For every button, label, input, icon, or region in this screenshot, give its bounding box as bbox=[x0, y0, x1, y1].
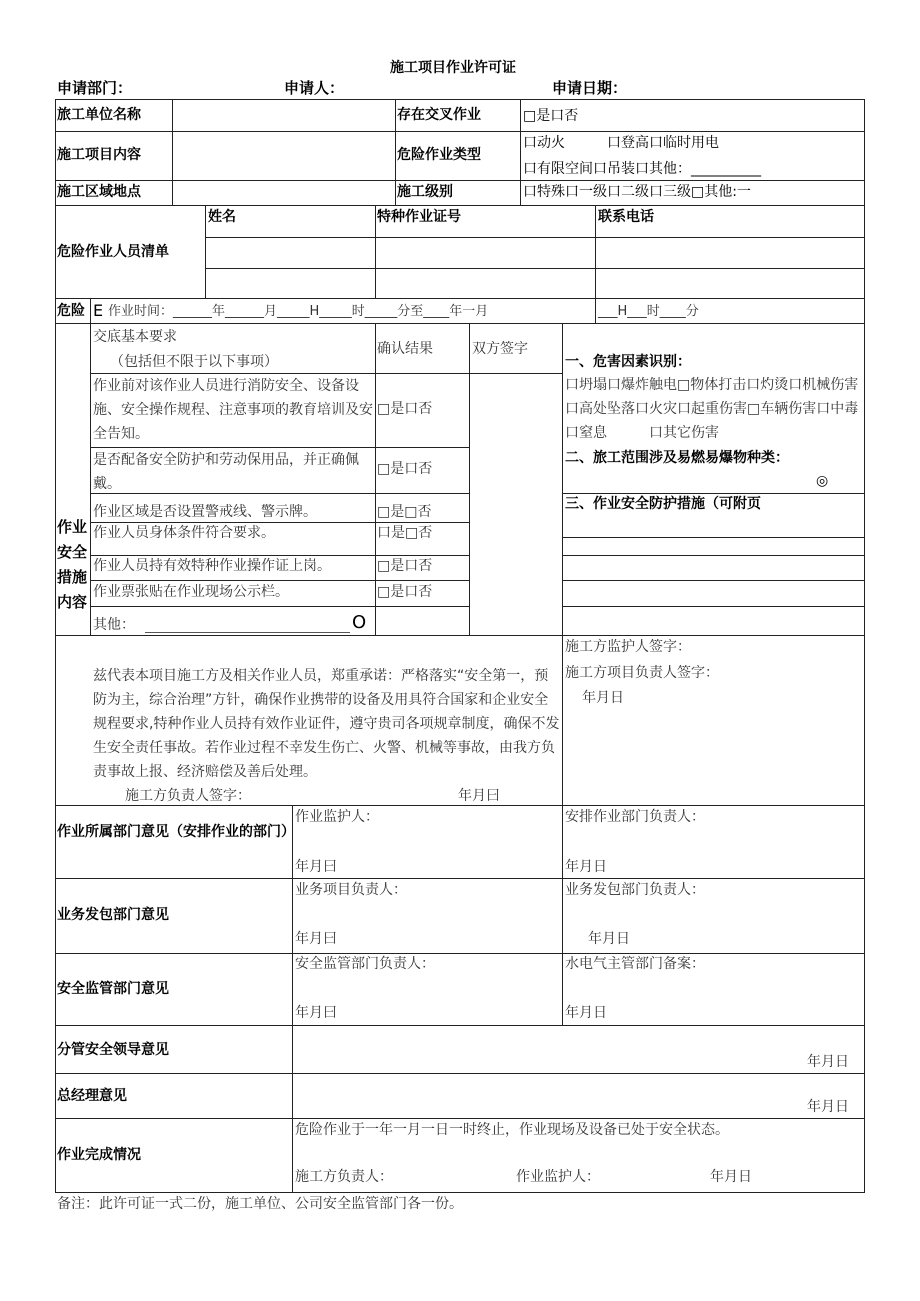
opinion-right-date: 年月日 bbox=[588, 931, 630, 947]
item-text: 作业人员身体条件符合要求。 bbox=[93, 525, 275, 541]
danger-options-2[interactable]: 口有限空间口吊装口其他：__________ bbox=[523, 161, 761, 177]
monitor-sign[interactable]: 施工方监护人签字： bbox=[565, 639, 691, 655]
opinion-mid-date: 年月曰 bbox=[295, 931, 337, 947]
content-label: 施工项目内容 bbox=[57, 147, 141, 163]
time-field-start[interactable]: 作业时间：______年______月_____H_____时_____分至____年一月 bbox=[108, 304, 489, 319]
level-options[interactable]: 口特殊口一级口二级口三级□其他:一 bbox=[523, 184, 751, 200]
opinion-mid[interactable]: 业务项目负责人： bbox=[295, 882, 407, 898]
time-field-end[interactable]: ___H___时____分 bbox=[598, 304, 699, 319]
table-cell bbox=[562, 635, 865, 806]
confirm-header: 确认结果 bbox=[377, 341, 433, 357]
hazard-options[interactable]: 口坍塌口爆炸触电□物体打击口灼烫口机械伤害口高处坠落口火灾口起重伤害□车辆伤害口中毒口窒息 口其它伤害 bbox=[565, 377, 859, 441]
hazard-title: 一、危害因素识别： bbox=[565, 354, 691, 370]
item-result[interactable]: □是□否 bbox=[377, 504, 432, 520]
req-header: 交底基本要求 bbox=[93, 329, 177, 345]
signature-cell[interactable] bbox=[469, 373, 563, 636]
flammable-mark: ◎ bbox=[816, 473, 829, 489]
leader-label: 分管安全领导意见 bbox=[57, 1042, 169, 1058]
col-name: 姓名 bbox=[208, 209, 236, 225]
item-text: 作业人员持有效特种作业操作证上岗。 bbox=[93, 558, 331, 574]
time-prefix: E bbox=[93, 301, 104, 320]
applicant-label: 申请人： bbox=[284, 79, 345, 97]
other-label: 其他： bbox=[93, 617, 135, 633]
item-text: 作业区域是否设置警戒线、警示牌。 bbox=[93, 504, 317, 520]
item-result[interactable]: □是口否 bbox=[377, 584, 433, 600]
item-result[interactable]: □是口否 bbox=[377, 558, 433, 574]
table-cell bbox=[562, 537, 865, 556]
opinion-mid-date: 年月曰 bbox=[295, 859, 337, 875]
completion-monitor[interactable]: 作业监护人： bbox=[516, 1169, 600, 1185]
cert-cell[interactable] bbox=[375, 268, 596, 299]
item-text: 是否配备安全防护和劳动保用品，并正确佩戴。 bbox=[93, 452, 359, 492]
table-cell bbox=[375, 606, 470, 636]
leader-opinion-field[interactable] bbox=[292, 1025, 865, 1074]
pm-date: 年月日 bbox=[582, 690, 624, 706]
gm-opinion-field[interactable] bbox=[292, 1073, 865, 1119]
opinion-right[interactable]: 安排作业部门负责人： bbox=[565, 809, 705, 825]
dept-label: 申请部门： bbox=[57, 79, 133, 97]
safety-label: 作业安全措施内容 bbox=[57, 518, 88, 611]
item-result[interactable]: 口是□否 bbox=[377, 525, 433, 541]
area-field[interactable] bbox=[172, 180, 396, 206]
personnel-label: 危险作业人员清单 bbox=[57, 244, 169, 260]
gm-date: 年月日 bbox=[807, 1099, 849, 1115]
col-cert: 特种作业证号 bbox=[377, 209, 461, 225]
unit-field[interactable] bbox=[172, 99, 396, 132]
commitment-sign[interactable]: 施工方负责人签字： bbox=[125, 788, 251, 804]
danger-type-label: 危险作业类型 bbox=[397, 147, 481, 163]
content-field[interactable] bbox=[172, 131, 396, 181]
cert-cell[interactable] bbox=[375, 237, 596, 269]
footnote: 备注：此许可证一式二份，施工单位、公司安全监管部门各一份。 bbox=[57, 1196, 463, 1212]
date-label: 申请日期： bbox=[552, 79, 628, 97]
name-cell[interactable] bbox=[205, 268, 376, 299]
item-text: 作业前对该作业人员进行消防安全、设备设施、安全操作规程、注意事项的教育培训及安全告知。 bbox=[93, 378, 373, 442]
item-result[interactable]: □是口否 bbox=[377, 401, 433, 417]
opinion-label: 安全监管部门意见 bbox=[57, 981, 169, 997]
opinion-mid[interactable]: 作业监护人： bbox=[295, 809, 379, 825]
opinion-right[interactable]: 水电气主管部门备案： bbox=[565, 956, 705, 972]
page-title: 施工项目作业许可证 bbox=[390, 60, 516, 76]
phone-cell[interactable] bbox=[595, 237, 865, 269]
danger-options-1[interactable]: 口动火 口登高口临时用电 bbox=[523, 135, 719, 151]
opinion-mid[interactable]: 安全监管部门负责人： bbox=[295, 956, 435, 972]
phone-cell[interactable] bbox=[595, 268, 865, 299]
name-cell[interactable] bbox=[205, 237, 376, 269]
opinion-right-date: 年月日 bbox=[565, 859, 607, 875]
table-cell bbox=[562, 580, 865, 607]
cross-options[interactable]: □是口否 bbox=[523, 108, 579, 124]
completion-date: 年月日 bbox=[710, 1169, 752, 1185]
opinion-mid-date: 年月曰 bbox=[295, 1005, 337, 1021]
completion-text: 危险作业于一年一月一日一时终止，作业现场及设备已处于安全状态。 bbox=[295, 1122, 729, 1138]
gm-label: 总经理意见 bbox=[57, 1088, 127, 1104]
commitment-text: 兹代表本项目施工方及相关作业人员，郑重承诺：严格落实“安全第一，预防为主，综合治理”方针，确保作业携带的设备及用具符合国家和企业安全规程要求,特种作业人员持有效作业证件，遵守贵司各项规章制度，确保不发生安全责任事故。若作业过程不幸发生伤亡、火警、机械等事故，由我方负责事故上报、经济赔偿及善后处理。 bbox=[93, 668, 560, 780]
commitment-date: 年月曰 bbox=[458, 788, 500, 804]
completion-label: 作业完成情况 bbox=[57, 1147, 141, 1163]
time-label: 危险 bbox=[57, 303, 85, 319]
other-input[interactable] bbox=[145, 632, 350, 633]
opinion-right[interactable]: 业务发包部门负责人： bbox=[565, 882, 705, 898]
col-phone: 联系电话 bbox=[598, 209, 654, 225]
opinion-label: 作业所属部门意见（安排作业的部门） bbox=[57, 824, 295, 840]
item-text: 作业票张贴在作业现场公示栏。 bbox=[93, 584, 289, 600]
pm-sign[interactable]: 施工方项目负责人签字： bbox=[565, 665, 719, 681]
leader-date: 年月日 bbox=[807, 1054, 849, 1070]
opinion-label: 业务发包部门意见 bbox=[57, 907, 169, 923]
table-cell bbox=[562, 555, 865, 581]
completion-resp[interactable]: 施工方负责人： bbox=[295, 1169, 393, 1185]
area-label: 施工区域地点 bbox=[57, 184, 141, 200]
other-mark: O bbox=[352, 612, 367, 633]
cross-label: 存在交叉作业 bbox=[397, 107, 481, 123]
flammable-title: 二、旅工范围涉及易燃易爆物种类： bbox=[565, 450, 789, 466]
table-cell bbox=[562, 606, 865, 636]
sign-header: 双方签字 bbox=[472, 341, 528, 357]
protect-title: 三、作业安全防护措施（可附页 bbox=[565, 496, 761, 512]
level-label: 施工级别 bbox=[397, 184, 453, 200]
unit-label: 旅工单位名称 bbox=[57, 107, 141, 123]
item-result[interactable]: □是口否 bbox=[377, 461, 433, 477]
req-sub: （包括但不限于以下事项） bbox=[110, 354, 278, 370]
opinion-right-date: 年月日 bbox=[565, 1005, 607, 1021]
